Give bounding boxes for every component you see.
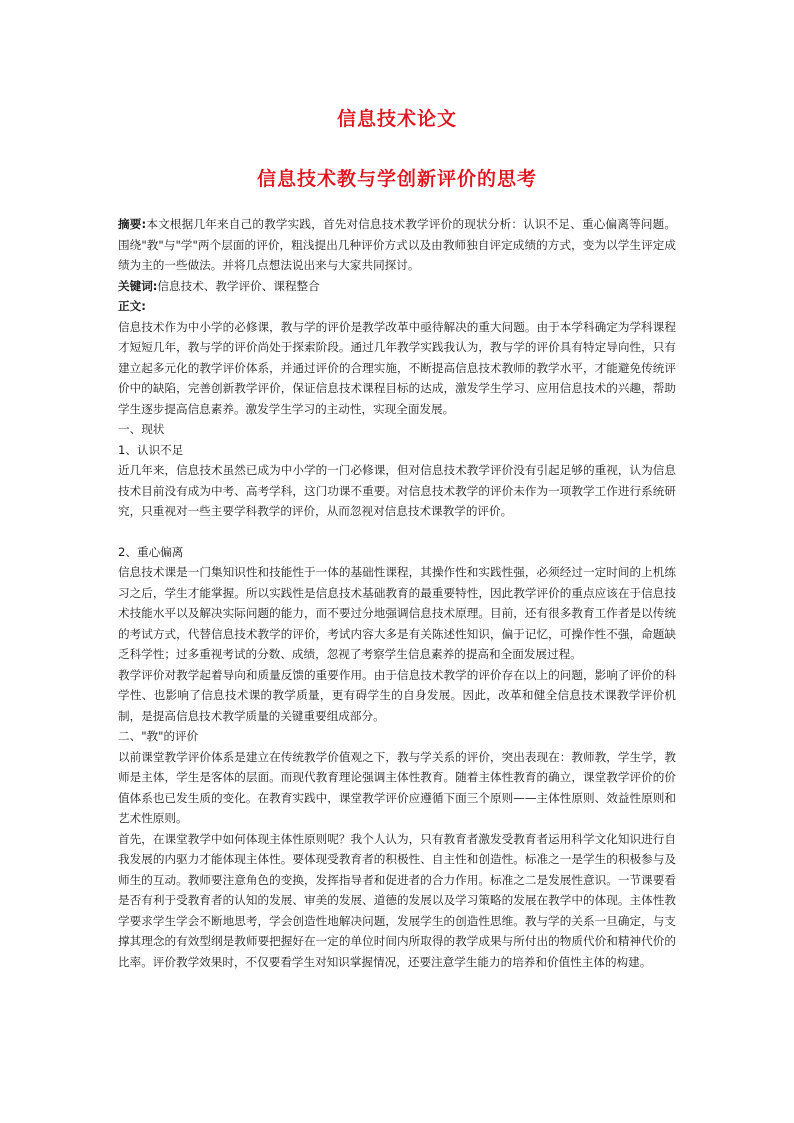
keywords-label: 关键词: bbox=[118, 278, 158, 293]
body-label: 正文: bbox=[118, 299, 146, 313]
section-heading-1: 一、现状 bbox=[118, 422, 165, 436]
paragraph-4: 以前课堂教学评价体系是建立在传统教学价值观之下，教与学关系的评价，突出表现在：教师教，学生学，教师是主体，学生是客体的层面。而现代教育理论强调主体性教育。随着主体性教育的确立，课堂教学评价的价值体系也已发生质的变化。在教育实践中，课堂教学评价应遵循下面三个原则——主体性原则、效益性原则和艺术性原则。 bbox=[118, 749, 676, 825]
abstract-label: 摘要: bbox=[118, 217, 147, 231]
subheading-1-2: 2、重心偏离 bbox=[118, 544, 184, 559]
document-subtitle: 信息技术教与学创新评价的思考 bbox=[256, 168, 537, 190]
section-heading-2: 二、"教"的评价 bbox=[118, 729, 199, 743]
keywords-paragraph bbox=[118, 276, 676, 297]
document-body bbox=[118, 214, 676, 972]
subheading-1-1: 1、认识不足 bbox=[118, 442, 184, 457]
paragraph-5: 首先，在课堂教学中如何体现主体性原则呢？我个人认为，只有教育者激发受教育者运用科学文化知识进行自我发展的内驱力才能体现主体性。要体现受教育者的积极性、自主性和创造性。标准之一是学生的积极参与及师生的互动。教师要注意角色的变换，发挥指导者和促进者的合力作用。标准之二是发展性意识。一节课要看是否有利于受教育者的认知的发展、审美的发展、道德的发展以及学习策略的发展在教学中的体现。主体性教学要求学生学会不断地思考，学会创造性地解决问题，发展学生的创造性思维。教与学的关系一旦确定，与支撑其理念的有效型纲是教师要把握好在一定的单位时间内所取得的教学成果与所付出的物质代价和精神代价的比率。评价教学效果时，不仅要看学生对知识掌握情况，还要注意学生能力的培养和价值性主体的构建。 bbox=[118, 831, 676, 969]
keywords-text: 信息技术、教学评价、课程整合 bbox=[157, 278, 320, 293]
intro-paragraph: 信息技术作为中小学的必修课，教与学的评价是教学改革中亟待解决的重大问题。由于本学科确定为学科课程才短短几年，教与学的评价尚处于探索阶段。通过几年教学实践我认为，教与学的评价具有特定导向性，只有建立起多元化的教学评价体系，并通过评价的合理实施，不断提高信息技术教师的教学水平，才能避免传统评价中的缺陷，完善创新教学评价，保证信息技术课程目标的达成，激发学生学习、应用信息技术的兴趣，帮助学生逐步提高信息素养。激发学生学习的主动性，实现全面发展。 bbox=[118, 319, 676, 416]
document-title: 信息技术论文 bbox=[336, 108, 457, 130]
spacer bbox=[118, 522, 676, 542]
abstract-text: 本文根据几年来自己的教学实践，首先对信息技术教学评价的现状分析：认识不足、重心偏离等问题。围绕"教"与"学"两个层面的评价，粗浅提出几种评价方式以及由教师独自评定成绩的方式，变为以学生评定成绩为主的一些做法。并将几点想法说出来与大家共同探讨。 bbox=[118, 217, 676, 272]
paragraph-2: 信息技术课是一门集知识性和技能性于一体的基础性课程，其操作性和实践性强，必须经过一定时间的上机练习之后，学生才能掌握。所以实践性是信息技术基础教育的最重要特性，因此教学评价的重点应该在于信息技术技能水平以及解决实际问题的能力，而不要过分地强调信息技术原理。目前，还有很多教育工作者是以传统的考试方式，代替信息技术教学的评价，考试内容大多是有关陈述性知识，偏于记忆，可操作性不强，命题缺乏科学性；过多重视考试的分数、成绩，忽视了考察学生信息素养的提高和全面发展过程。 bbox=[118, 565, 676, 661]
paragraph-1: 近几年来，信息技术虽然已成为中小学的一门必修课，但对信息技术教学评价没有引起足够的重视，认为信息技术目前没有成为中考、高考学科，这门功课不重要。对信息技术教学的评价未作为一项教学工作进行系统研究，只重视对一些主要学科教学的评价，从而忽视对信息技术课教学的评价。 bbox=[118, 463, 676, 518]
paragraph-3: 教学评价对教学起着导向和质量反馈的重要作用。由于信息技术教学的评价存在以上的问题，影响了评价的科学性、也影响了信息技术课的教学质量，更有碍学生的自身发展。因此，改革和健全信息技术课教学评价机制，是提高信息技术教学质量的关键重要组成部分。 bbox=[118, 667, 676, 723]
abstract-paragraph bbox=[118, 214, 676, 276]
